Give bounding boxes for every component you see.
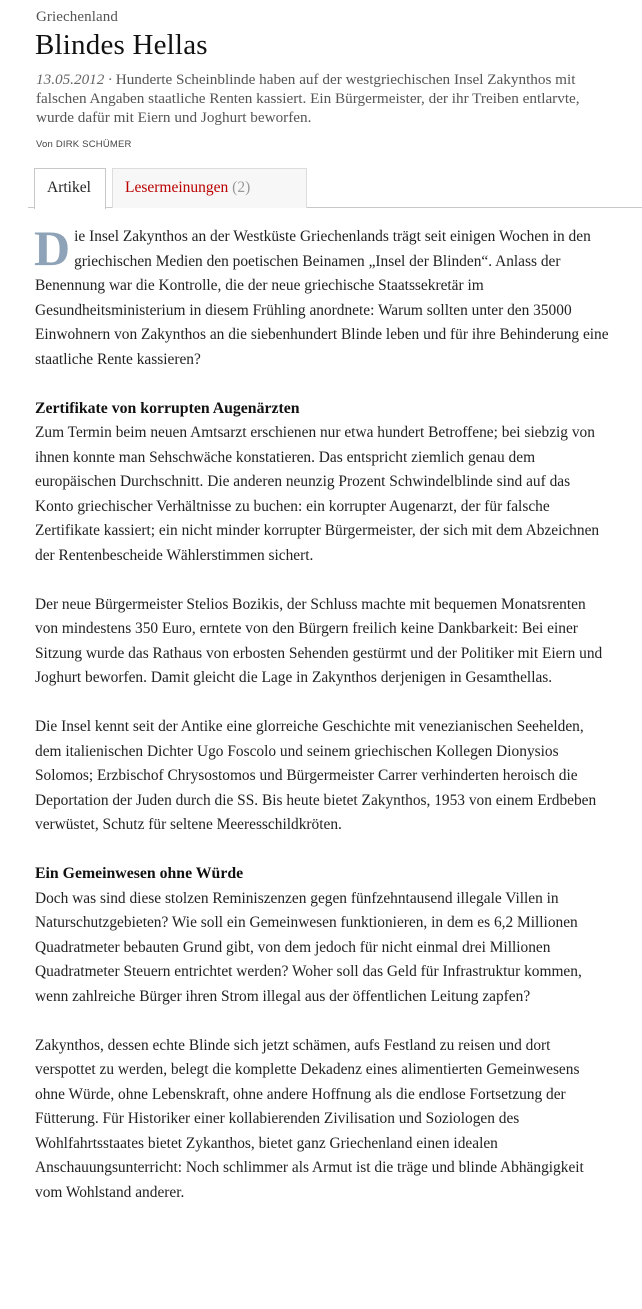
paragraph: Zum Termin beim neuen Amtsarzt erschienen nur etwa hundert Betroffene; bei siebzig von ihnen konnte man Sehschwäche konstatieren. Das entspricht ziemlich genau dem europäischen Durchschnitt. Die anderen neunzig Prozent Schwindelblinde sind auf das Konto griechischer Verhältnisse zu buchen: ein korrupter Augenarzt, der für falsche Zertifikate kassiert; ein nicht minder korrupter Bürgermeister, der sich mit dem Abzeichnen der Rentenbescheide Wählerstimmen sichert. xyxy=(35,424,600,564)
article-teaser xyxy=(36,70,596,127)
article-kicker: Griechenland xyxy=(36,9,118,25)
paragraph: Der neue Bürgermeister Stelios Bozikis, der Schluss machte mit bequemen Monatsrenten von mindestens 350 Euro, erntete von den Bürgern freilich keine Dankbarkeit: Bei einer Sitzung wurde das Rathaus von erbosten Sehenden gestürmt und der Politiker mit Eiern und Joghurt beworfen. Damit gleicht die Lage in Zakynthos derjenigen in Gesamthellas. xyxy=(35,595,603,686)
article-title: Blindes Hellas xyxy=(35,29,208,61)
section-heading: Zertifikate von korrupten Augenärzten xyxy=(35,399,300,417)
article-body xyxy=(34,220,610,1230)
drop-cap: D xyxy=(34,220,71,276)
article-teaser-text: Hunderte Scheinblinde haben auf der westgriechischen Insel Zakynthos mit falschen Angaben staatliche Renten kassiert. Ein Bürgermeister, der ihr Treiben entlarvte, wurde dafür mit Eiern und Joghurt beworfen. xyxy=(36,71,580,126)
section-heading: Ein Gemeinwesen ohne Würde xyxy=(35,865,244,882)
article-tabs xyxy=(28,168,642,208)
article-author: Von DIRK SCHÜMER xyxy=(36,139,132,150)
comment-count: (2) xyxy=(232,179,251,196)
tab-lesermeinungen-label: Lesermeinungen xyxy=(125,179,229,196)
paragraph xyxy=(34,220,610,372)
paragraph: Zakynthos, dessen echte Blinde sich jetzt schämen, aufs Festland zu reisen und dort verspottet zu werden, belegt die komplette Dekadenz eines alimentierten Gemeinwesens ohne Würde, ohne Lebenskraft, ohne andere Hoffnung als die endlose Fortsetzung der Fütterung. Für Historiker einer kollabierenden Zivilisation und Soziologen des Wohlfahrtsstaates bietet Zykanthos, bietet ganz Griechenland einen idealen Anschauungsunterricht: Noch schlimmer als Armut ist die träge und blinde Abhängigkeit vom Wohlstand anderer. xyxy=(35,1036,584,1201)
tab-lesermeinungen[interactable] xyxy=(112,168,307,208)
paragraph: Doch was sind diese stolzen Reminiszenzen gegen fünfzehntausend illegale Villen in Naturschutzgebieten? Wie soll ein Gemeinwesen funktionieren, in dem es 6,2 Millionen Quadratmeter bebauten Grund gibt, von dem jedoch für nicht einmal drei Millionen Quadratmeter Steuern entrichtet werden? Woher soll das Geld für Infrastruktur kommen, wenn zahlreiche Bürger ihren Strom illegal aus der öffentlichen Leitung zapfen? xyxy=(35,889,582,1005)
paragraph: Die Insel kennt seit der Antike eine glorreiche Geschichte mit venezianischen Seehelden, dem italienischen Dichter Ugo Foscolo und seinem griechischen Kollegen Dionysios Solomos; Erzbischof Chrysostomos und Bürgermeister Carrer verhinderten heroisch die Deportation der Juden durch die SS. Bis heute bietet Zakynthos, 1953 von einem Erdbeben verwüstet, Schutz für seltene Meeresschildkröten. xyxy=(35,718,597,833)
article-date: 13.05.2012 · xyxy=(36,71,112,88)
tab-artikel[interactable] xyxy=(34,168,106,209)
paragraph-text: ie Insel Zakynthos an der Westküste Griechenlands trägt seit einigen Wochen in den griechischen Medien den poetischen Beinamen „Insel der Blinden“. Anlass der Benennung war die Kontrolle, die der neue griechische Staatssekretär im Gesundheitsministerium in diesem Frühling anordnete: Warum sollten unter den 35000 Einwohnern von Zakynthos an die siebenhundert Blinde leben und für ihre Behinderung eine staatliche Rente kassieren? xyxy=(35,228,609,368)
tab-artikel-label: Artikel xyxy=(47,179,91,196)
